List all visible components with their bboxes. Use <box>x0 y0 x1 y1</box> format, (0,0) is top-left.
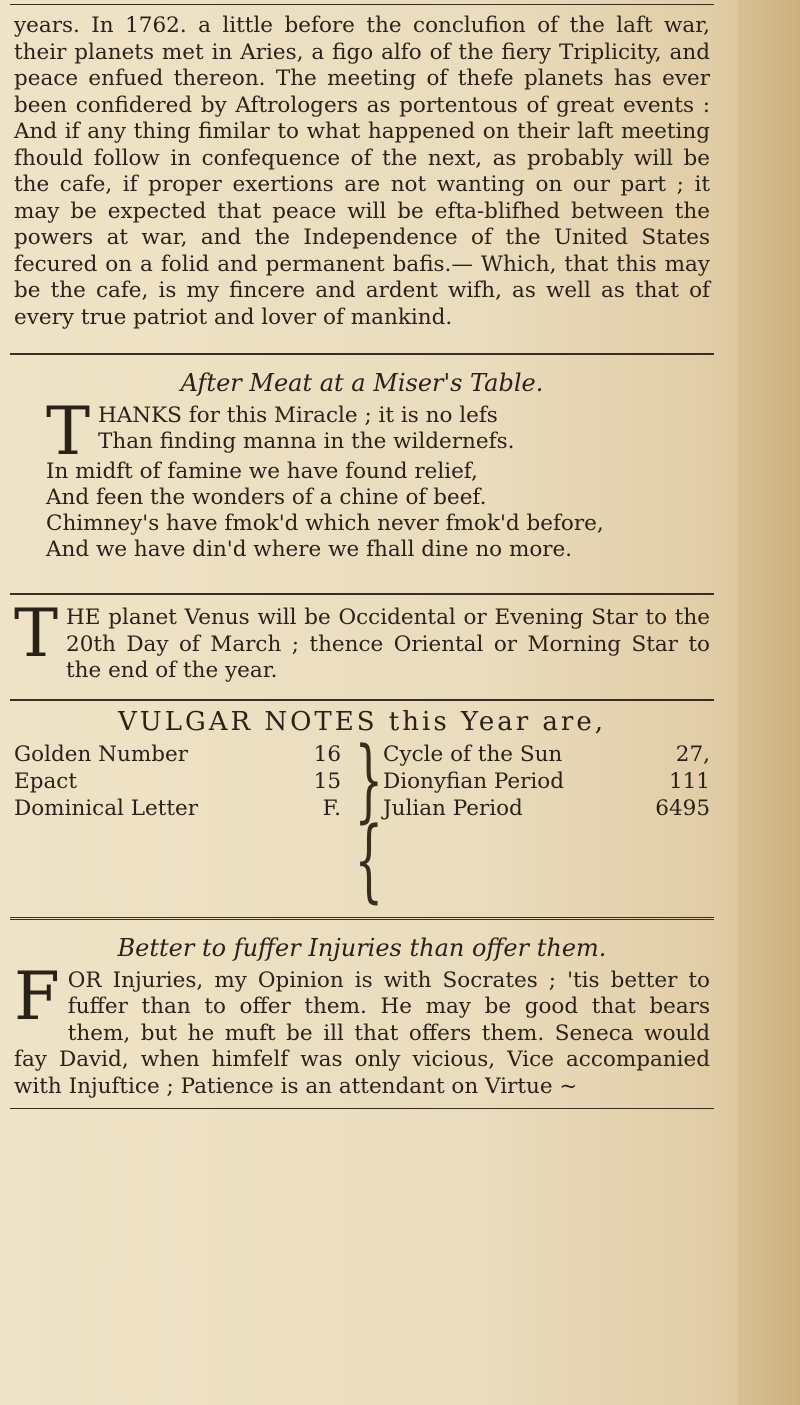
note-value: F. <box>322 795 341 821</box>
note-label: Golden Number <box>14 741 188 767</box>
poem-verse <box>4 393 720 563</box>
note-value: 6495 <box>655 795 710 821</box>
note-value: 111 <box>668 768 710 794</box>
verse-line: In midft of famine we have found relief, <box>46 459 478 484</box>
note-row <box>14 768 341 795</box>
note-value: 16 <box>313 741 341 767</box>
intro-paragraph: years. In 1762. a little before the conclufion of the laft war, their planets met in Aries, a figo alfo of the fiery Triplicity, and peace enfued thereon. The meeting of thefe planets has ever been confidered by Aftrologers as portentous of great events : And if any thing fimilar to what happened on their laft meeting fhould follow in confequence of the next, as probably will be the cafe, if proper exertions are not wanting on our part ; it may be expected that peace will be efta-blifhed between the powers at war, and the Independence of the United States fecured on a folid and permanent bafis.— Which, that this may be the cafe, is my fincere and ardent wifh, as well as that of every true patriot and lover of mankind. <box>14 13 710 330</box>
verse-line: And we have din'd where we fhall dine no more. <box>46 537 573 562</box>
note-value: 27, <box>675 741 710 767</box>
injuries-title: Better to fuffer Injuries than offer them. <box>117 933 607 962</box>
note-label: Epact <box>14 768 77 794</box>
vulgar-notes-section <box>4 706 720 913</box>
divider-rule <box>10 699 714 701</box>
note-row <box>383 795 710 822</box>
note-label: Dominical Letter <box>14 795 199 821</box>
divider-rule <box>10 917 714 920</box>
injuries-paragraph <box>4 957 720 1101</box>
vulgar-notes-title: VULGAR NOTES this Year are, <box>118 706 606 737</box>
note-value: 15 <box>313 768 341 794</box>
note-label: Cycle of the Sun <box>383 741 563 767</box>
venus-section <box>4 595 720 685</box>
injuries-section <box>4 934 720 1101</box>
note-label: Julian Period <box>383 795 523 821</box>
top-rule <box>10 4 714 5</box>
note-row <box>383 741 710 768</box>
note-row <box>14 741 341 768</box>
venus-dropcap: T <box>14 595 59 672</box>
poem-dropcap: T <box>46 393 91 470</box>
injuries-dropcap: F <box>14 957 60 1035</box>
poem-title: After Meat at a Miser's Table. <box>180 369 544 397</box>
page-margin <box>738 0 800 1405</box>
poem-section <box>4 369 720 563</box>
notes-left-column <box>14 741 341 901</box>
verse-line: And feen the wonders of a chine of beef. <box>46 485 487 510</box>
venus-text: HE planet Venus will be Occidental or Evening Star to the 20th Day of March ; thence Oriental or Morning Star to the end of the year. <box>66 605 710 683</box>
injuries-text: OR Injuries, my Opinion is with Socrates ; 'tis better to fuffer than to offer them. He may be good that bears them, but he muft be ill that offers them. Seneca would fay David, when himfelf was only vicious, Vice accompanied with Injuftice ; Patience is an attendant on Virtue ~ <box>14 967 710 1099</box>
verse-line: HANKS for this Miracle ; it is no lefs <box>98 403 498 428</box>
note-row <box>383 768 710 795</box>
brace-icon: }{ <box>354 727 384 913</box>
text-column <box>4 0 720 1109</box>
divider-rule <box>10 353 714 355</box>
verse-line: Than finding manna in the wildernefs. <box>98 429 515 454</box>
bottom-rule <box>10 1108 714 1109</box>
verse-line: Chimney's have fmok'd which never fmok'd before, <box>46 511 604 536</box>
vulgar-notes-table <box>4 727 720 913</box>
notes-right-column <box>383 741 710 901</box>
divider-rule <box>10 593 714 595</box>
note-label: Dionyfian Period <box>383 768 564 794</box>
note-row <box>14 795 341 822</box>
